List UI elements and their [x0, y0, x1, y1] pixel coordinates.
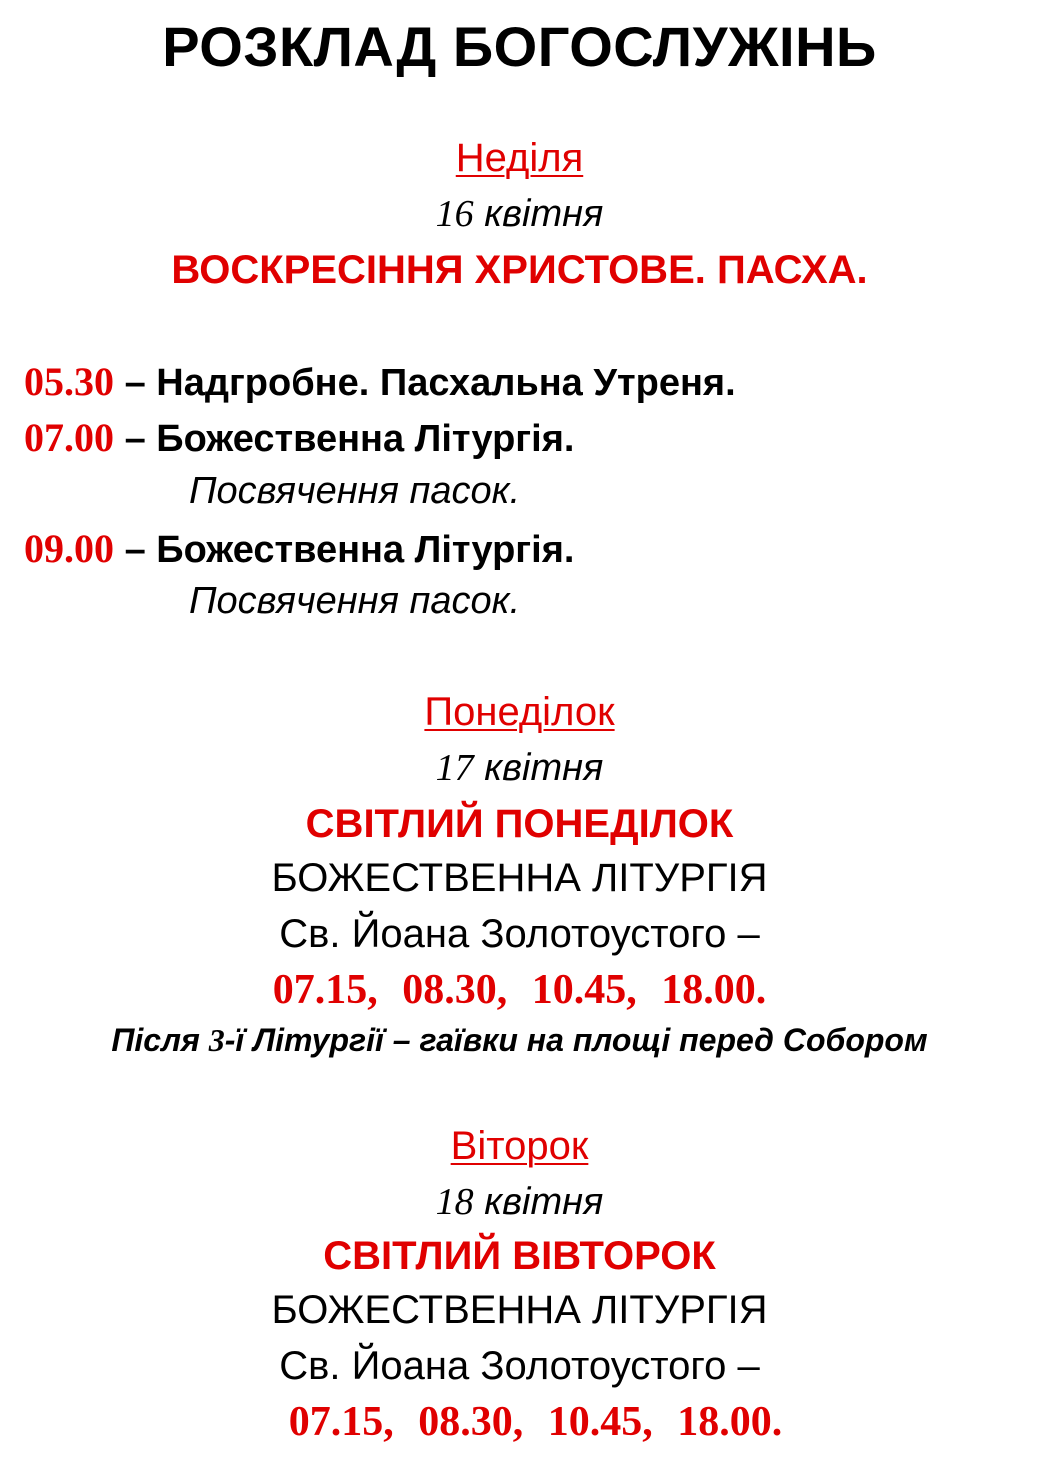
- tuesday-date: [0, 1180, 1039, 1224]
- monday-note-number: 3: [208, 1022, 225, 1058]
- sunday-date: [0, 192, 1039, 236]
- service-row: [24, 525, 574, 572]
- service-row: [24, 358, 736, 405]
- service-description: – Божественна Літургія.: [124, 529, 575, 571]
- tuesday-feast-title: СВІТЛИЙ ВІВТОРОК: [323, 1234, 716, 1278]
- sunday-day-heading: Неділя: [455, 136, 584, 180]
- tuesday-date-month: квітня: [484, 1181, 604, 1223]
- service-description: – Божественна Літургія.: [124, 418, 575, 460]
- monday-date-month: квітня: [484, 747, 604, 789]
- service-row: [24, 414, 574, 461]
- sunday-date-number: 16: [435, 193, 474, 235]
- monday-note-before: Після: [111, 1022, 209, 1058]
- monday-note-after: -ї Літургії – гаївки на площі перед Собором: [224, 1022, 928, 1058]
- tuesday-service-times: 07.15, 08.30, 10.45, 18.00.: [288, 1399, 783, 1445]
- monday-feast-title: СВІТЛИЙ ПОНЕДІЛОК: [305, 802, 734, 846]
- tuesday-liturgy-of: Св. Йоана Золотоустого –: [279, 1344, 760, 1388]
- monday-liturgy-title: БОЖЕСТВЕННА ЛІТУРГІЯ: [271, 856, 768, 900]
- tuesday-day-heading: Віторок: [450, 1124, 589, 1168]
- monday-note: [0, 1022, 1039, 1059]
- monday-liturgy-of: Св. Йоана Золотоустого –: [279, 912, 760, 956]
- service-time: 05.30: [24, 359, 114, 404]
- monday-day-heading: Понеділок: [424, 690, 615, 734]
- monday-service-times: 07.15, 08.30, 10.45, 18.00.: [272, 967, 767, 1013]
- sunday-feast-title: ВОСКРЕСІННЯ ХРИСТОВЕ. ПАСХА.: [171, 248, 868, 292]
- service-description: – Надгробне. Пасхальна Утреня.: [124, 362, 736, 404]
- tuesday-liturgy-title: БОЖЕСТВЕННА ЛІТУРГІЯ: [271, 1288, 768, 1332]
- page-title: РОЗКЛАД БОГОСЛУЖІНЬ: [162, 15, 877, 78]
- monday-date: [0, 746, 1039, 790]
- service-note: Посвячення пасок.: [189, 580, 521, 622]
- tuesday-date-number: 18: [435, 1181, 474, 1223]
- sunday-date-month: квітня: [484, 193, 604, 235]
- service-time: 07.00: [24, 415, 114, 460]
- monday-date-number: 17: [435, 747, 474, 789]
- service-time: 09.00: [24, 526, 114, 571]
- service-note: Посвячення пасок.: [189, 470, 521, 512]
